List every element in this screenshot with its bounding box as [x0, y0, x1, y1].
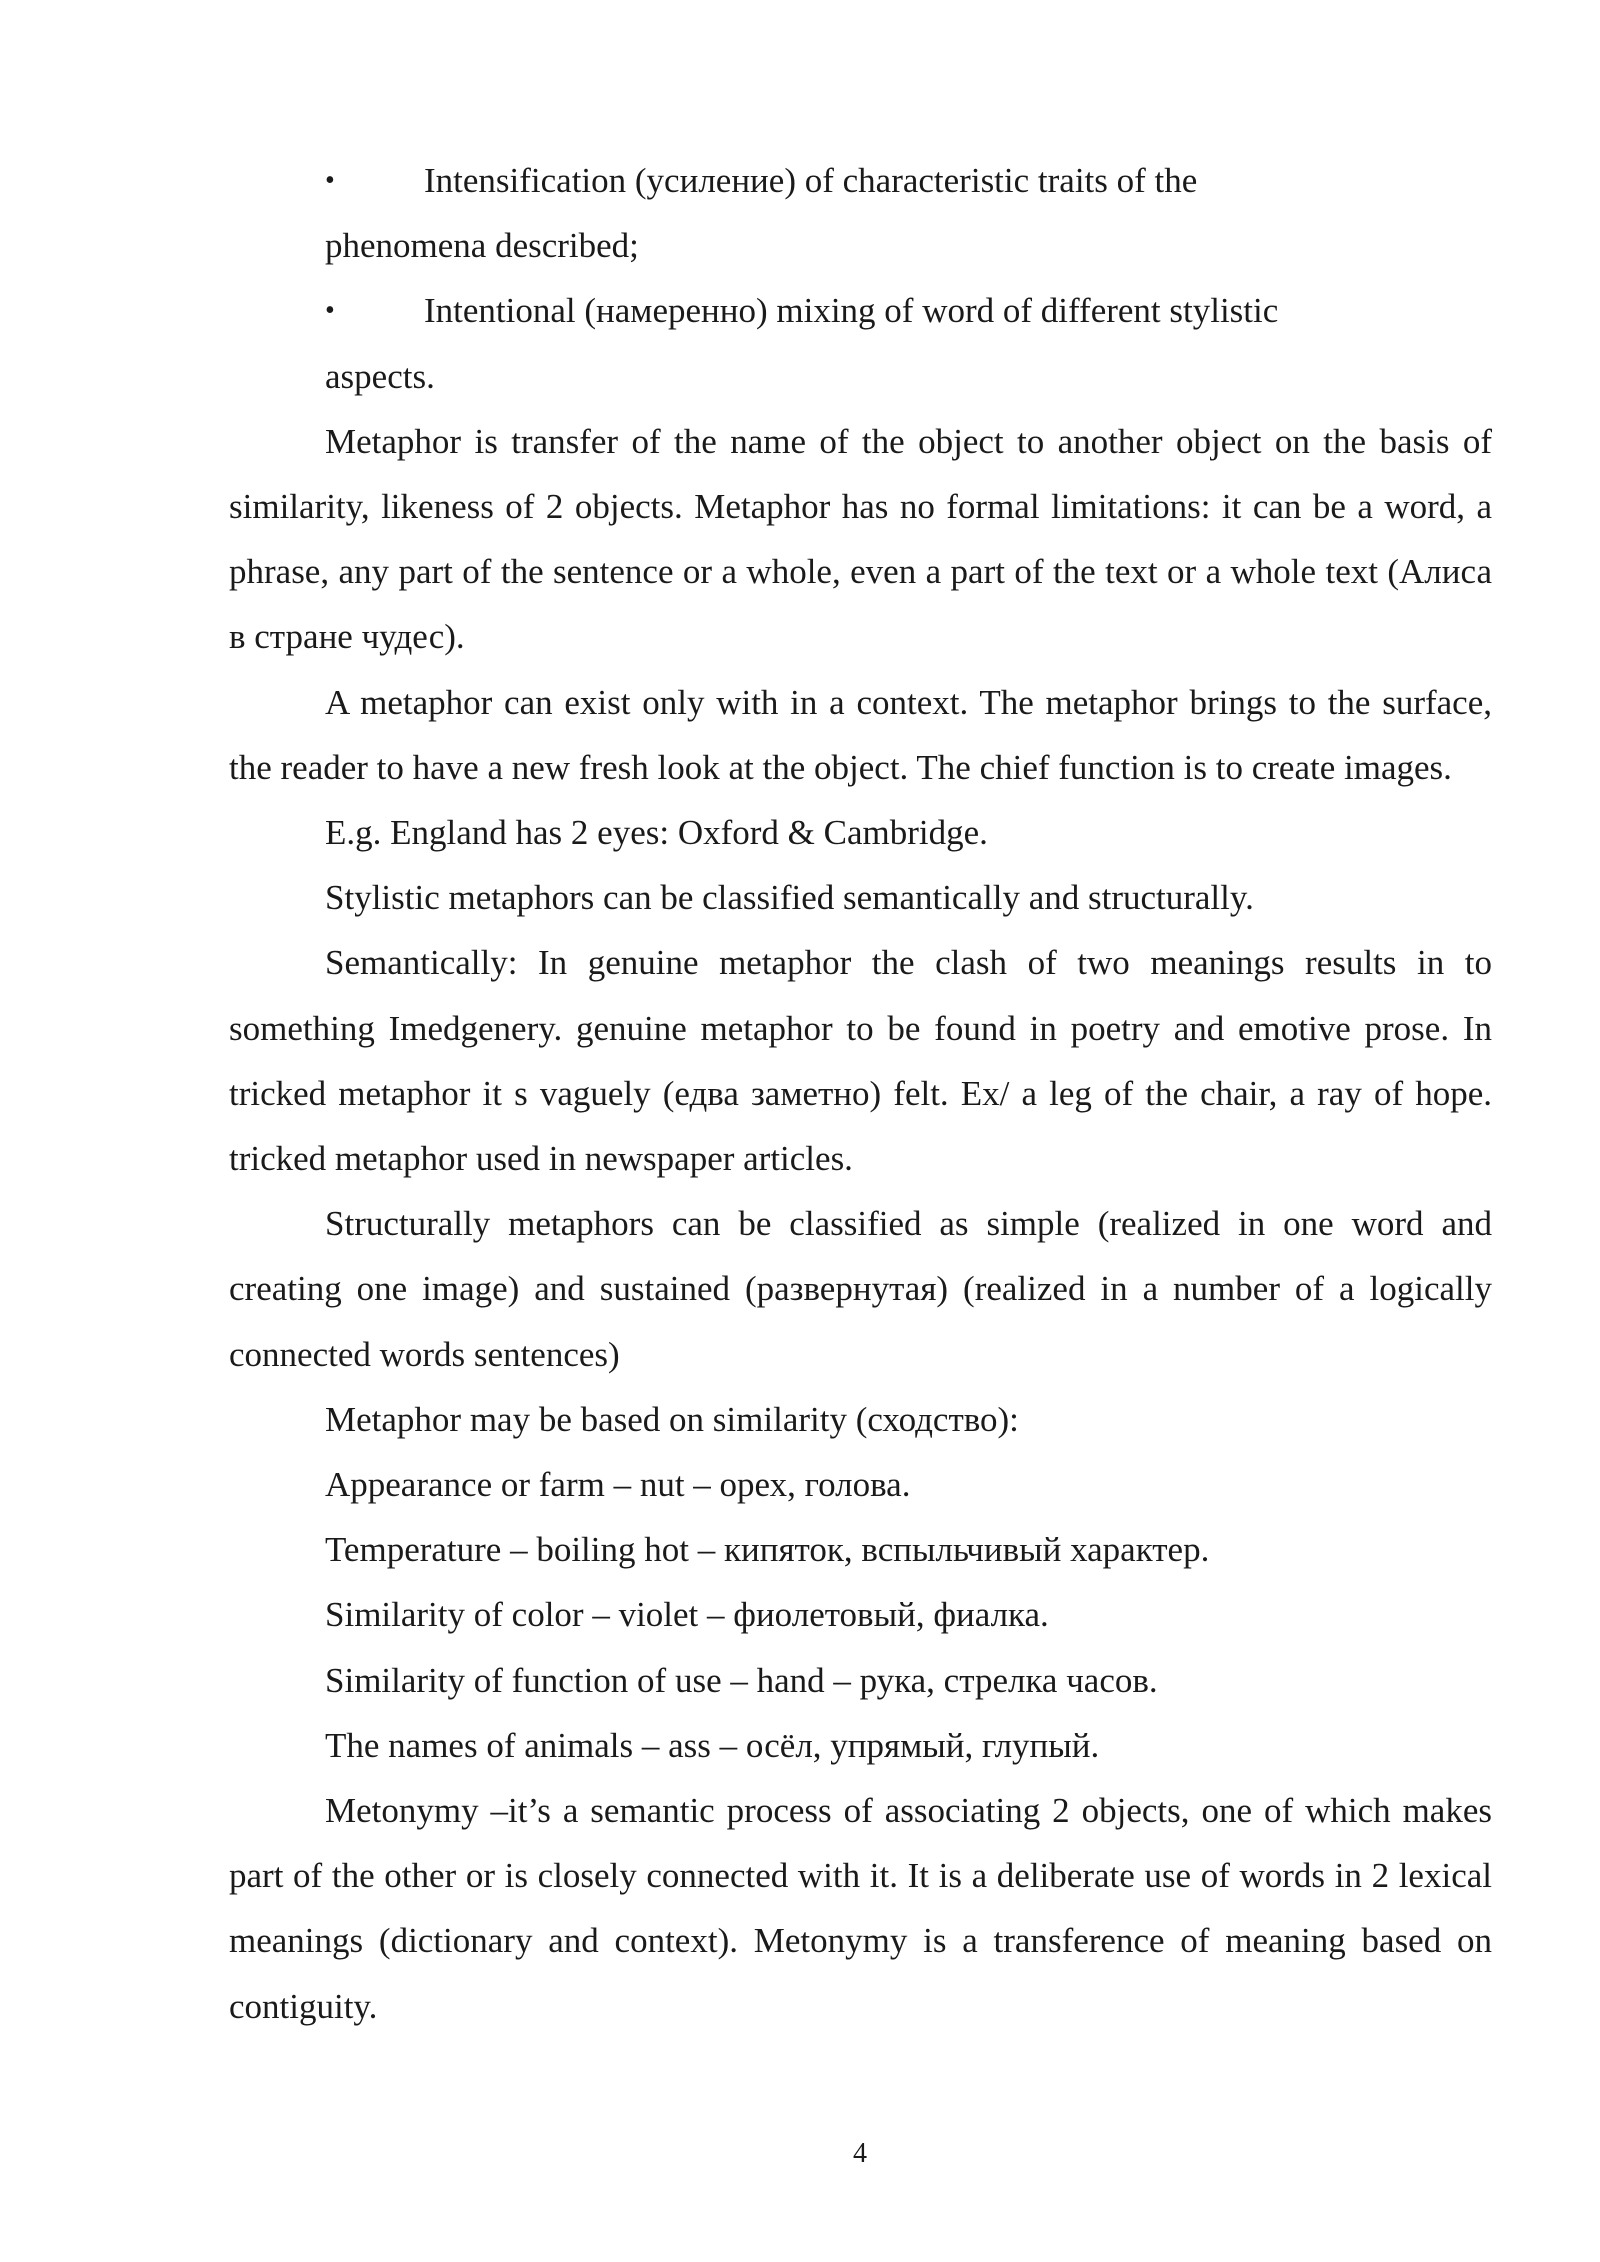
bullet-continuation: phenomena described;: [325, 226, 639, 266]
paragraph-function: Similarity of function of use – hand – рука, стрелка часов.: [325, 1660, 1158, 1700]
bullet-icon: •: [325, 165, 335, 196]
page-number: 4: [853, 2138, 867, 2169]
paragraph-classification: Stylistic metaphors can be classified semantically and structurally.: [325, 878, 1254, 918]
paragraph-temperature: Temperature – boiling hot – кипяток, вспыльчивый характер.: [325, 1530, 1210, 1570]
bullet-item-1: [229, 148, 1492, 278]
bullet-icon: •: [325, 295, 335, 327]
paragraph-example: E.g. England has 2 eyes: Oxford & Cambridge.: [325, 813, 988, 853]
paragraph-appearance: Appearance or farm – nut – орех, голова.: [325, 1465, 911, 1505]
bullet-text: Intentional (намеренно) mixing of word of different stylistic: [424, 291, 1279, 331]
paragraph-semantic: Semantically: In genuine metaphor the clash of two meanings results in to something Imedgenery. genuine metaphor to be found in poetry and emotive prose. In tricked metaphor it s vaguely (едва заметно) felt. Ex/ a leg of the chair, a ray of hope. tricked metaphor used in newspaper articles.: [229, 943, 1492, 1179]
paragraph-metonymy: Metonymy –it’s a semantic process of associating 2 objects, one of which makes part of the other or is closely connected with it. It is a deliberate use of words in 2 lexical meanings (dictionary and context). Metonymy is a transference of meaning based on contiguity.: [229, 1791, 1492, 2026]
bullet-continuation: aspects.: [325, 356, 435, 396]
bullet-text: Intensification (усиление) of characteristic traits of the: [424, 161, 1198, 200]
paragraph-metaphor-definition: Metaphor is transfer of the name of the object to another object on the basis of similarity, likeness of 2 objects. Metaphor has no formal limitations: it can be a word, a phrase, any part of the sentence or a whole, even a part of the text or a whole text (Алиса в стране чудес).: [229, 421, 1492, 657]
bullet-first-line: [325, 148, 1492, 213]
bullet-first-line: [325, 278, 1492, 343]
paragraph-color: Similarity of color – violet – фиолетовый, фиалка.: [325, 1595, 1049, 1635]
page-body: [229, 148, 1492, 2039]
paragraph-similarity-intro: Metaphor may be based on similarity (сходство):: [325, 1399, 1019, 1439]
paragraph-structural: Structurally metaphors can be classified as simple (realized in one word and creating one image) and sustained (развернутая) (realized in a number of a logically connected words sentences): [229, 1204, 1492, 1374]
paragraph-animals: The names of animals – ass – осёл, упрямый, глупый.: [325, 1725, 1100, 1765]
paragraph-metaphor-context: A metaphor can exist only with in a context. The metaphor brings to the surface, the reader to have a new fresh look at the object. The chief function is to create images.: [229, 682, 1492, 787]
bullet-item-2: [229, 278, 1492, 408]
